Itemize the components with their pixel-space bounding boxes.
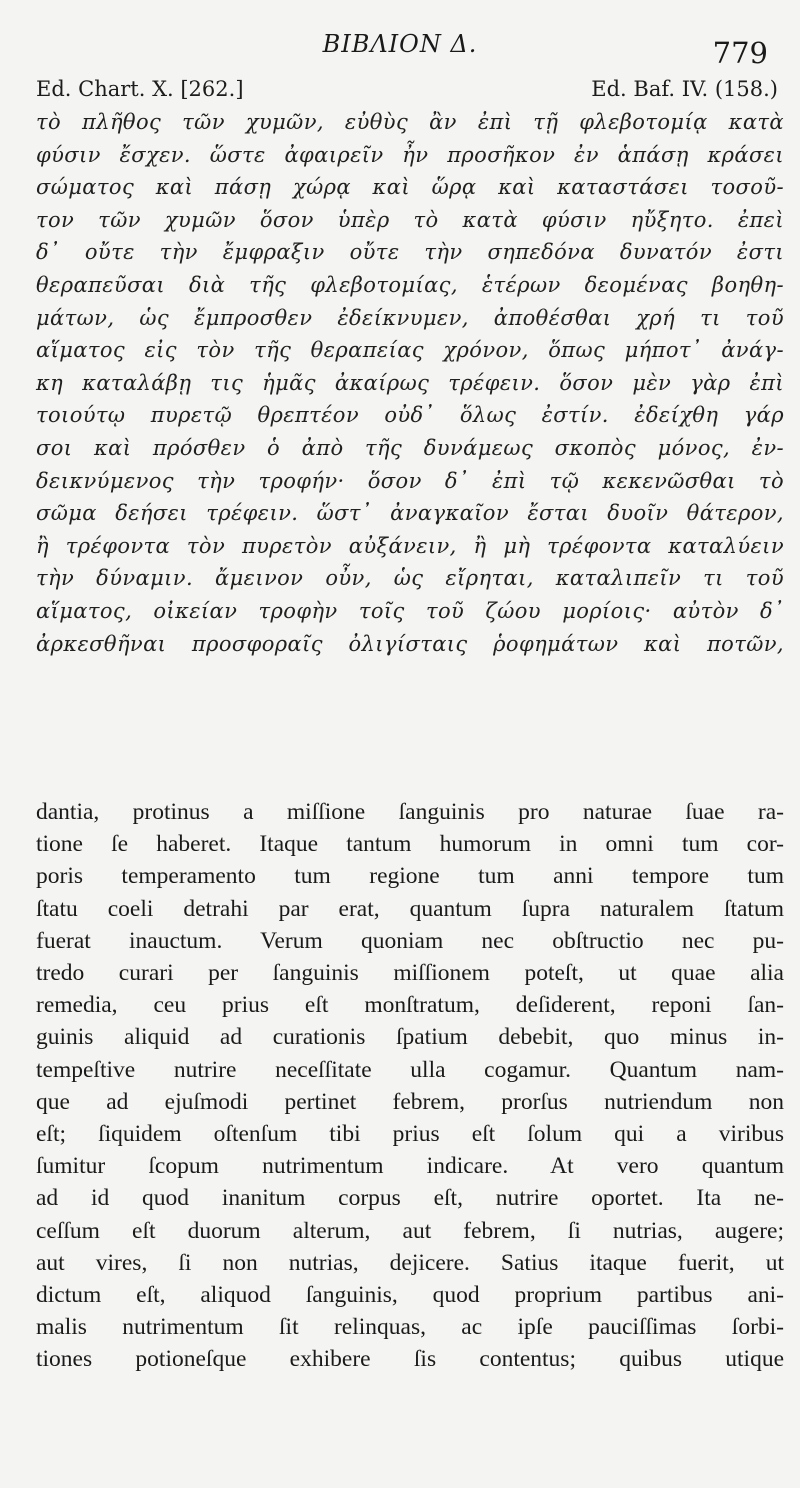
page-number: 779 — [712, 36, 768, 70]
latin-line: tione ſe haberet. Itaque tantum humorum in omni tum cor- — [36, 831, 784, 858]
greek-line: αἵματος εἰς τὸν τῆς θεραπείας χρόνον, ὅπως μήποτ᾽ ἀνάγ- — [36, 338, 784, 363]
latin-line: fuerat inauctum. Verum quoniam nec obſtructio nec pu- — [36, 927, 784, 954]
greek-line: σώματος καὶ πάσῃ χώρᾳ καὶ ὥρᾳ καὶ καταστάσει τοσοῦ- — [36, 175, 784, 200]
latin-line: aut vires, ſi non nutrias, dejicere. Satius itaque fuerit, ut — [36, 1249, 784, 1276]
greek-line: τὴν δύναμιν. ἄμεινον οὖν, ὡς εἴρηται, καταλιπεῖν τι τοῦ — [36, 566, 784, 591]
running-title: ΒΙΒΛΙΟΝ Δ. — [322, 30, 478, 58]
greek-line: ἀρκεσθῆναι προσφοραῖς ὀλιγίσταις ῥοφημάτων καὶ ποτῶν, — [36, 631, 784, 656]
latin-line: que ad ejuſmodi pertinet febrem, prorſus nutriendum non — [36, 1088, 784, 1115]
latin-line: tredo curari per ſanguinis miſſionem poteſt, ut quae alia — [36, 960, 784, 987]
greek-line: φύσιν ἔσχεν. ὥστε ἀφαιρεῖν ἦν προσῆκον ἐν ἁπάσῃ κράσει — [36, 142, 784, 167]
latin-line: tiones potioneſque exhibere ſis contentus; quibus utique — [36, 1346, 784, 1373]
edition-reference-chartier: Ed. Chart. X. [262.] — [36, 77, 244, 101]
greek-line: κη καταλάβῃ τις ἡμᾶς ἀκαίρως τρέφειν. ὅσον μὲν γὰρ ἐπὶ — [36, 370, 784, 395]
greek-line: μάτων, ὡς ἔμπροσθεν ἐδείκνυμεν, ἀποθέσθαι χρή τι τοῦ — [36, 305, 784, 330]
greek-line: αἵματος, οἰκείαν τροφὴν τοῖς τοῦ ζώου μορίοις· αὐτὸν δ᾽ — [36, 598, 784, 623]
latin-line: ſumitur ſcopum nutrimentum indicare. At vero quantum — [36, 1153, 784, 1180]
latin-line: ceſſum eſt duorum alterum, aut febrem, ſi nutrias, augere; — [36, 1217, 784, 1244]
latin-line: remedia, ceu prius eſt monſtratum, deſiderent, reponi ſan- — [36, 992, 784, 1019]
latin-line: ſtatu coeli detrahi par erat, quantum ſupra naturalem ſtatum — [36, 895, 784, 922]
latin-line: dictum eſt, aliquod ſanguinis, quod proprium partibus ani- — [36, 1282, 784, 1309]
latin-line: ad id quod inanitum corpus eſt, nutrire oportet. Ita ne- — [36, 1185, 784, 1212]
greek-line: τον τῶν χυμῶν ὅσον ὑπὲρ τὸ κατὰ φύσιν ηὔξητο. ἐπεὶ — [36, 207, 784, 232]
latin-line: tempeſtive nutrire neceſſitate ulla cogamur. Quantum nam- — [36, 1056, 784, 1083]
greek-line: δεικνύμενος τὴν τροφήν· ὅσον δ᾽ ἐπὶ τῷ κεκενῶσθαι τὸ — [36, 468, 784, 493]
latin-line: dantia, protinus a miſſione ſanguinis pro naturae ſuae ra- — [36, 799, 784, 825]
greek-text-block — [36, 106, 784, 660]
latin-line: poris temperamento tum regione tum anni tempore tum — [36, 863, 784, 890]
latin-line: guinis aliquid ad curationis ſpatium debebit, quo minus in- — [36, 1024, 784, 1051]
latin-text-block — [36, 796, 784, 1376]
greek-line: θεραπεῦσαι διὰ τῆς φλεβοτομίας, ἑτέρων δεομένας βοηθη- — [36, 272, 784, 297]
edition-reference-basel: Ed. Baf. IV. (158.) — [591, 77, 778, 101]
greek-line: τὸ πλῆθος τῶν χυμῶν, εὐθὺς ἂν ἐπὶ τῇ φλεβοτομίᾳ κατὰ — [36, 110, 784, 134]
greek-line: δ᾽ οὔτε τὴν ἔμφραξιν οὔτε τὴν σηπεδόνα δυνατόν ἐστι — [36, 240, 784, 265]
greek-line: ἢ τρέφοντα τὸν πυρετὸν αὐξάνειν, ἢ μὴ τρέφοντα καταλύειν — [36, 533, 784, 558]
latin-line: malis nutrimentum ſit relinquas, ac ipſe pauciſſimas ſorbi- — [36, 1314, 784, 1341]
greek-line: τοιούτῳ πυρετῷ θρεπτέον οὐδ᾽ ὅλως ἐστίν. ἐδείχθη γάρ — [36, 403, 784, 428]
latin-line: eſt; ſiquidem oſtenſum tibi prius eſt ſolum qui a viribus — [36, 1121, 784, 1148]
greek-line: σῶμα δεήσει τρέφειν. ὥστ᾽ ἀναγκαῖον ἔσται δυοῖν θάτερον, — [36, 501, 784, 526]
greek-line: σοι καὶ πρόσθεν ὁ ἀπὸ τῆς δυνάμεως σκοπὸς μόνος, ἐν- — [36, 435, 784, 460]
